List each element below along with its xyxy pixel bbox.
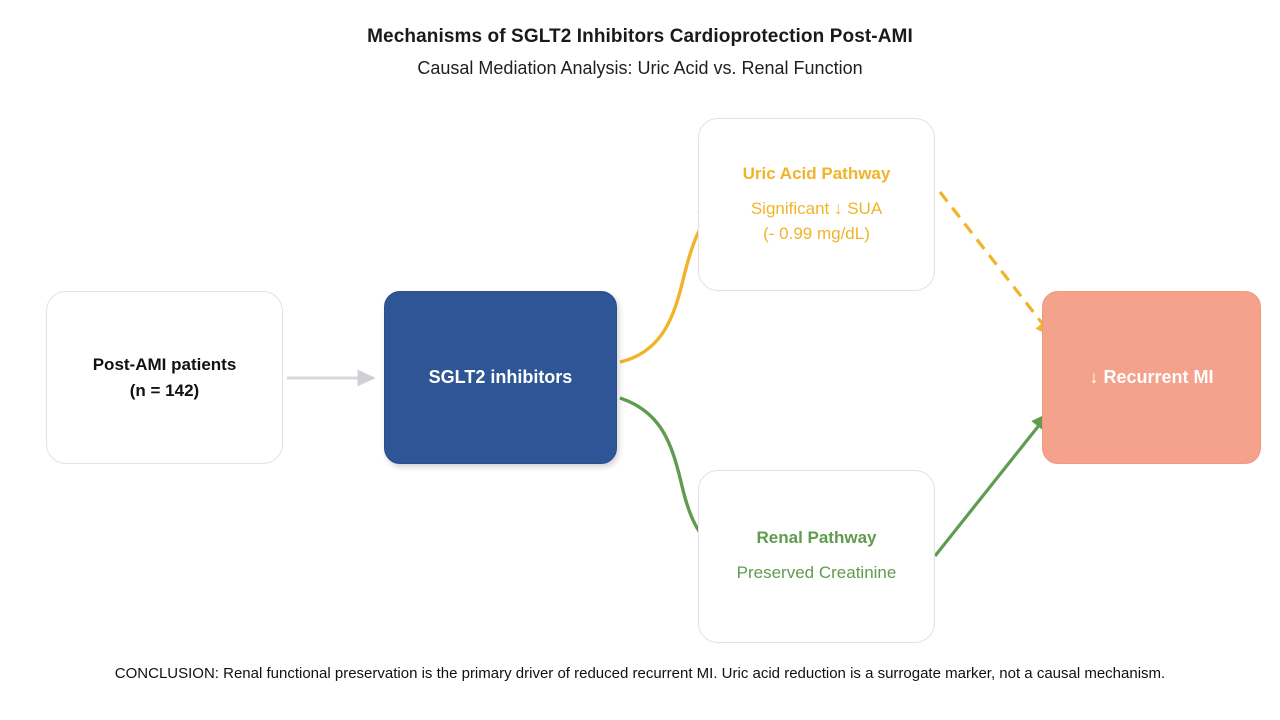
population-label-line1: Post-AMI patients (92, 355, 237, 374)
edge-uric-to-outcome (940, 192, 1052, 336)
outcome-label: ↓ Recurrent MI (1089, 367, 1214, 387)
page-subtitle: Causal Mediation Analysis: Uric Acid vs. Renal Function (417, 57, 863, 78)
node-sglt2-inhibitors (384, 291, 617, 464)
node-renal-pathway (698, 470, 935, 643)
conclusion-text: CONCLUSION: Renal functional preservation is the primary driver of reduced recurrent MI. Uric acid reduction is a surrogate marker, not a causal mechanism. (114, 665, 1166, 682)
uric-pathway-detail-line2: (- 0.99 mg/dL) (763, 223, 870, 243)
edge-renal-to-outcome (935, 414, 1048, 556)
node-uric-acid-pathway (698, 118, 935, 291)
renal-pathway-detail-line1: Preserved Creatinine (736, 563, 897, 583)
population-label-line2: (n = 142) (129, 380, 200, 400)
node-post-ami-patients (46, 291, 283, 464)
treatment-label: SGLT2 inhibitors (428, 367, 573, 387)
uric-pathway-detail-line1: Significant ↓ SUA (750, 198, 883, 218)
page-title: Mechanisms of SGLT2 Inhibitors Cardioprotection Post-AMI (367, 26, 913, 47)
renal-pathway-title: Renal Pathway (756, 528, 877, 548)
node-recurrent-mi (1042, 291, 1261, 464)
uric-pathway-title: Uric Acid Pathway (742, 163, 891, 183)
